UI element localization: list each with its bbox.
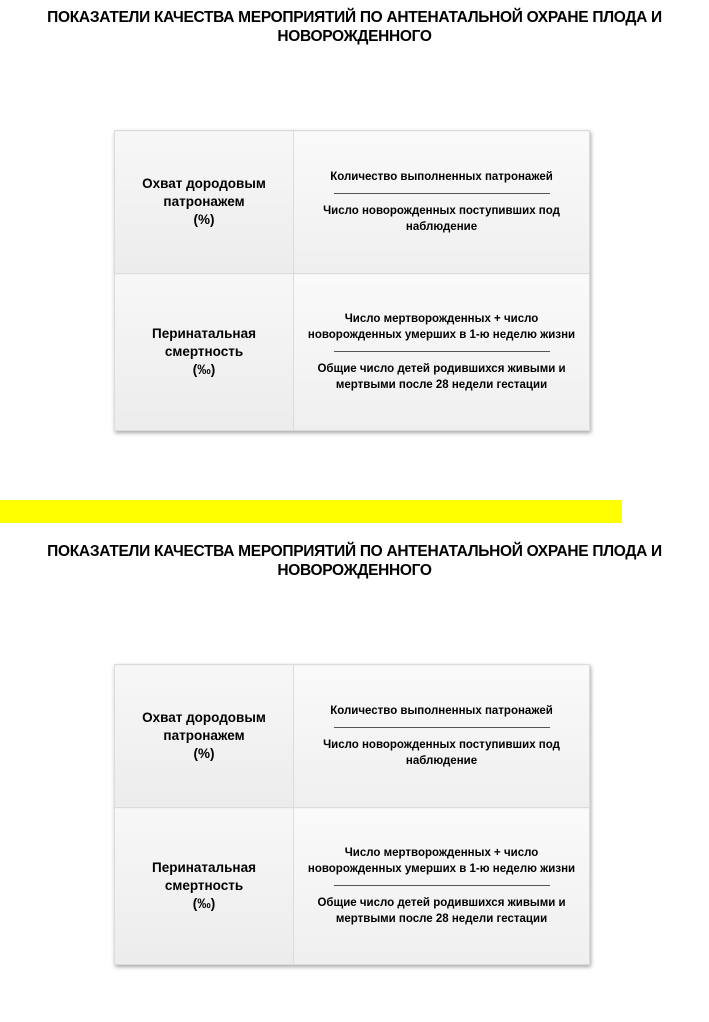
slide-title (0, 542, 709, 580)
indicator-label-line: Охват дородовым (142, 710, 266, 725)
fraction-divider (334, 727, 550, 728)
indicator-label-line: Перинатальная (152, 860, 256, 875)
slide-title (0, 8, 709, 46)
indicator-unit: (‰) (192, 896, 216, 911)
indicator-label-line: Перинатальная (152, 326, 256, 341)
formula-denominator: Общие число детей родившихся живыми и мертвыми после 28 недели гестации (317, 897, 566, 925)
formula-numerator: Число мертворожденных + число новорожденных умерших в 1-ю неделю жизни (307, 313, 576, 341)
formula-denominator: Общие число детей родившихся живыми и мертвыми после 28 недели гестации (317, 363, 566, 391)
formula-cell (294, 274, 590, 431)
formula-denominator: Число новорожденных поступивших под наблюдение (323, 739, 560, 767)
slide-title-line: НОВОРОЖДЕННОГО (277, 562, 432, 579)
slide-title-line: НОВОРОЖДЕННОГО (277, 28, 432, 45)
slide-title-line: ПОКАЗАТЕЛИ КАЧЕСТВА МЕРОПРИЯТИЙ ПО АНТЕНАТАЛЬНОЙ ОХРАНЕ ПЛОДА И (47, 9, 662, 26)
indicator-label-cell (115, 808, 294, 965)
indicator-label-cell (115, 131, 294, 274)
quality-indicators-table (114, 130, 590, 431)
formula-cell (294, 808, 590, 965)
indicator-label-line: Охват дородовым (142, 176, 266, 191)
indicator-unit: (‰) (192, 362, 216, 377)
slide-title-line: ПОКАЗАТЕЛИ КАЧЕСТВА МЕРОПРИЯТИЙ ПО АНТЕНАТАЛЬНОЙ ОХРАНЕ ПЛОДА И (47, 543, 662, 560)
formula-denominator: Число новорожденных поступивших под наблюдение (323, 205, 560, 233)
table-row-antenatal-coverage (115, 131, 590, 274)
indicator-label-line: смертность (164, 878, 244, 893)
fraction-divider (334, 885, 550, 886)
formula-cell (294, 131, 590, 274)
table-row-perinatal-mortality (115, 808, 590, 965)
highlight-divider-bar (0, 500, 622, 523)
formula-cell (294, 665, 590, 808)
quality-indicators-table (114, 664, 590, 965)
indicator-label-line: патронажем (163, 194, 245, 209)
fraction-divider (334, 193, 550, 194)
indicator-label-line: смертность (164, 344, 244, 359)
formula-numerator: Количество выполненных патронажей (330, 171, 553, 183)
formula-numerator: Число мертворожденных + число новорожденных умерших в 1-ю неделю жизни (307, 847, 576, 875)
indicator-label-cell (115, 665, 294, 808)
formula-numerator: Количество выполненных патронажей (330, 705, 553, 717)
indicator-unit: (%) (193, 212, 215, 227)
indicator-label-cell (115, 274, 294, 431)
fraction-divider (334, 351, 550, 352)
indicator-unit: (%) (193, 746, 215, 761)
table-row-antenatal-coverage (115, 665, 590, 808)
indicator-label-line: патронажем (163, 728, 245, 743)
table-row-perinatal-mortality (115, 274, 590, 431)
